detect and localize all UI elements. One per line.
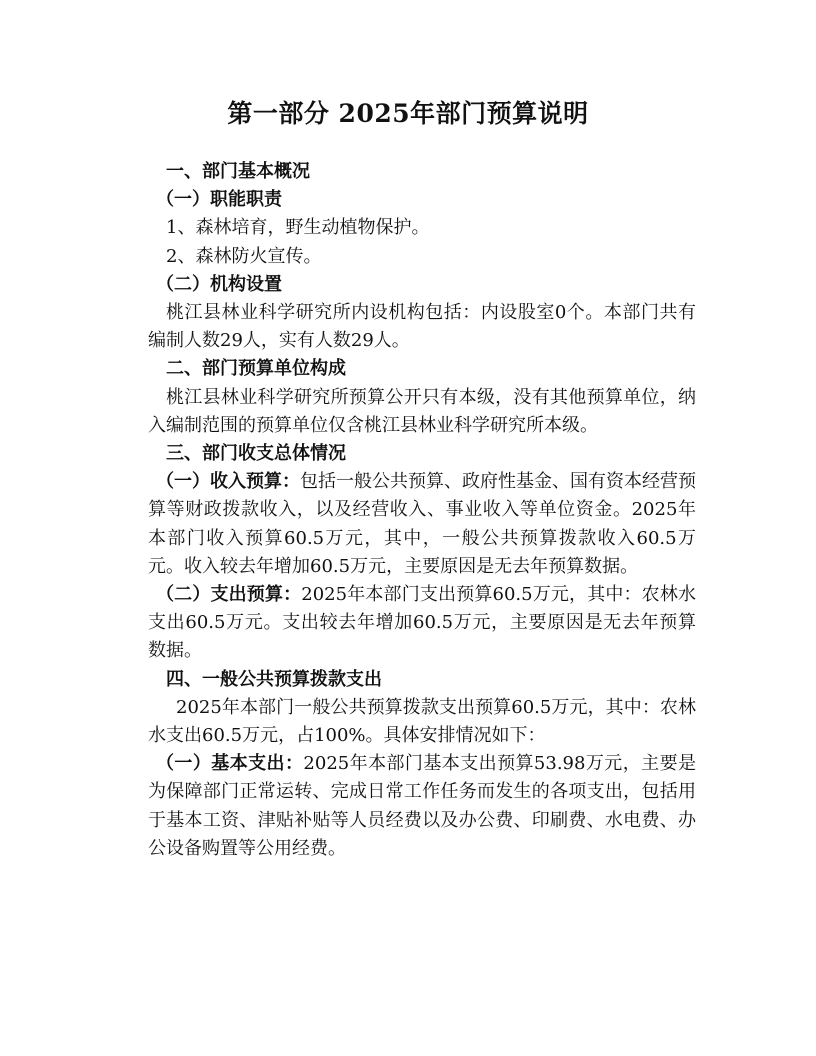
duty-item-2: 2、森林防火宣传。 <box>166 245 322 267</box>
expense-paragraph <box>148 581 696 666</box>
expense-label: （二）支出预算： <box>156 584 302 606</box>
section1-sub1-heading: （一）职能职责 <box>156 189 282 211</box>
section4-heading: 四、一般公共预算拨款支出 <box>166 668 382 690</box>
duty-item-1: 1、森林培育，野生动植物保护。 <box>166 217 430 239</box>
general-budget-text: 2025年本部门一般公共预算拨款支出预算60.5万元，其中：农林水支出60.5万元，占100%。具体安排情况如下： <box>148 696 696 747</box>
section2-heading: 二、部门预算单位构成 <box>166 358 346 380</box>
basic-expense-label: （一）基本支出： <box>156 753 304 775</box>
section1-heading: 一、部门基本概况 <box>166 161 310 182</box>
income-text: 包括一般公共预算、政府性基金、国有资本经营预算等财政拨款收入，以及经营收入、事业收入等单位资金。2025年本部门收入预算60.5万元，其中，一般公共预算拨款收入60.5万元。收入较去年增加60.5万元，主要原因是无去年预算数据。 <box>148 471 696 577</box>
organization-text: 桃江县林业科学研究所内设机构包括：内设股室0个。本部门共有编制人数29人，实有人数29人。 <box>148 302 696 352</box>
budget-units-text: 桃江县林业科学研究所预算公开只有本级，没有其他预算单位，纳入编制范围的预算单位仅含桃江县林业科学研究所本级。 <box>148 386 696 436</box>
income-label: （一）收入预算： <box>156 471 300 493</box>
basic-expense-text: 2025年本部门基本支出预算53.98万元，主要是为保障部门正常运转、完成日常工作任务而发生的各项支出，包括用于基本工资、津贴补贴等人员经费以及办公费、印刷费、水电费、办公设备购置等公用经费。 <box>148 753 697 859</box>
section3-heading: 三、部门收支总体情况 <box>166 443 346 465</box>
income-paragraph <box>148 468 696 581</box>
expense-text: 2025年本部门支出预算60.5万元，其中：农林水支出60.5万元。支出较去年增加60.5万元，主要原因是无去年预算数据。 <box>148 584 696 662</box>
section1-sub2-heading: （二）机构设置 <box>156 273 282 295</box>
page-title: 第一部分 2025年部门预算说明 <box>227 99 589 128</box>
basic-expense-paragraph <box>148 750 696 863</box>
document-body <box>148 158 696 863</box>
